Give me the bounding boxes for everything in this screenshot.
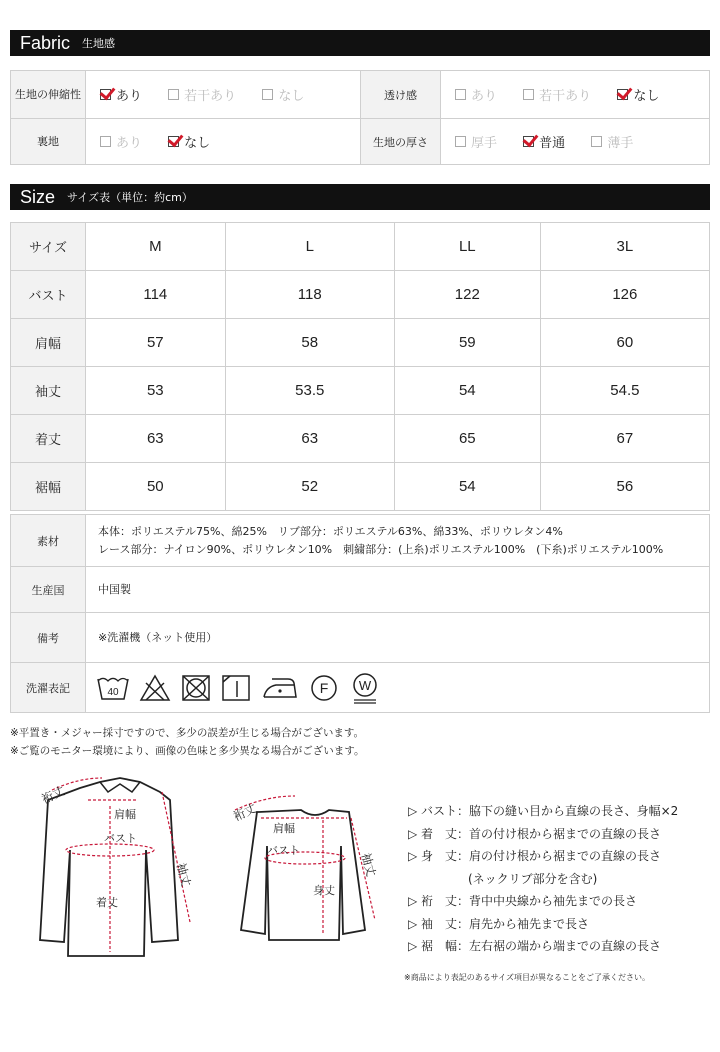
table-row: 肩幅 57 58 59 60 xyxy=(11,319,710,367)
sheer-label: 透け感 xyxy=(361,71,441,119)
stretch-options xyxy=(86,71,361,119)
legend-item: ▷ 裄 丈：背中中央線から袖先までの長さ xyxy=(408,894,638,908)
care-label: 洗濯表記 xyxy=(11,663,86,713)
thickness-options xyxy=(441,119,710,165)
info-table xyxy=(10,514,710,713)
jacket-diagram xyxy=(30,770,200,970)
line-dry-icon xyxy=(220,673,252,703)
checkbox-icon xyxy=(168,136,179,147)
legend-item: (ネックリブ部分を含む) xyxy=(408,871,598,886)
svg-text:F: F xyxy=(319,679,329,696)
svg-text:40: 40 xyxy=(107,686,119,698)
shirt-yuki-label: 裄丈 xyxy=(231,801,259,824)
wet-clean-w-icon xyxy=(348,671,382,705)
checkbox-icon xyxy=(523,136,534,147)
table-row: 袖丈 53 53.5 54 54.5 xyxy=(11,367,710,415)
size-title: Size xyxy=(20,186,56,207)
fabric-header xyxy=(10,30,710,56)
shirt-mitake-label: 身丈 xyxy=(313,884,335,897)
legend-item: ▷ バスト：脇下の縫い目から直線の長さ、身幅×2 xyxy=(408,804,679,818)
checkbox-icon xyxy=(591,136,602,147)
checkbox-icon xyxy=(100,136,111,147)
sheer-option-yes[interactable]: あり xyxy=(455,85,497,104)
checkbox-icon xyxy=(455,136,466,147)
material-label: 素材 xyxy=(11,515,86,567)
sheer-option-slight[interactable]: 若干あり xyxy=(523,85,591,104)
no-tumble-dry-icon xyxy=(180,673,212,703)
remarks-value: ※洗濯機（ネット使用） xyxy=(86,613,710,663)
lining-option-no[interactable]: なし xyxy=(168,132,210,151)
care-icons xyxy=(86,663,710,713)
footnote: ※商品により表記のあるサイズ項目が異なることをご了承ください。 xyxy=(404,973,651,982)
material-value: 本体：ポリエステル75%、綿25% リブ部分：ポリエステル63%、綿33%、ポリウレタン4% レース部分：ナイロン90%、ポリウレタン10% 刺繍部分：(上糸)ポリエステル100% (下糸)ポリエステル100% xyxy=(86,515,710,567)
svg-text:W: W xyxy=(358,677,372,693)
size-col-ll: LL xyxy=(394,223,540,271)
sheer-option-no[interactable]: なし xyxy=(617,85,659,104)
checkbox-icon xyxy=(100,89,111,100)
origin-value: 中国製 xyxy=(86,567,710,613)
jacket-kitake-label: 着丈 xyxy=(96,896,118,909)
checkbox-icon xyxy=(523,89,534,100)
shirt-sodetake-label: 袖丈 xyxy=(358,851,379,879)
size-table xyxy=(10,222,710,511)
sheer-options xyxy=(441,71,710,119)
legend-item: ▷ 袖 丈：肩先から袖先まで長さ xyxy=(408,916,590,931)
lining-option-yes[interactable]: あり xyxy=(100,132,142,151)
origin-label: 生産国 xyxy=(11,567,86,613)
measurement-legend xyxy=(408,800,678,958)
table-row: バスト 114 118 122 126 xyxy=(11,271,710,319)
thickness-option-thin[interactable]: 薄手 xyxy=(591,132,633,151)
checkbox-icon xyxy=(168,89,179,100)
jacket-yuki-label: 裄丈 xyxy=(39,783,67,807)
stretch-label: 生地の伸縮性 xyxy=(11,71,86,119)
size-col-label: サイズ xyxy=(11,223,86,271)
thickness-label: 生地の厚さ xyxy=(361,119,441,165)
legend-item: ▷ 裾 幅：左右裾の端から端までの直線の長さ xyxy=(408,939,662,953)
stretch-option-yes[interactable]: あり xyxy=(100,85,142,104)
table-row: 着丈 63 63 65 67 xyxy=(11,415,710,463)
notes: ※平置き・メジャー採寸ですので、多少の誤差が生じる場合がございます。 ※ご覧のモニター環境により、画像の色味と多少異なる場合がございます。 xyxy=(10,727,365,757)
shirt-bust-label: バスト xyxy=(267,844,300,857)
wash-40-icon xyxy=(96,673,130,703)
checkbox-icon xyxy=(455,89,466,100)
legend-item: ▷ 着 丈：首の付け根から裾までの直線の長さ xyxy=(408,826,662,841)
remarks-label: 備考 xyxy=(11,613,86,663)
size-header xyxy=(10,184,710,210)
jacket-sodetake-label: 袖丈 xyxy=(173,861,194,889)
checkbox-icon xyxy=(262,89,273,100)
thickness-option-thick[interactable]: 厚手 xyxy=(455,132,497,151)
size-subtitle: サイズ表（単位：約cm） xyxy=(67,191,193,204)
dry-clean-f-icon xyxy=(308,672,340,704)
fabric-title: Fabric xyxy=(20,32,71,53)
checkbox-icon xyxy=(617,89,628,100)
lining-options xyxy=(86,119,361,165)
no-bleach-icon xyxy=(138,673,172,703)
table-row: 裾幅 50 52 54 56 xyxy=(11,463,710,511)
fabric-subtitle: 生地感 xyxy=(82,37,116,50)
shirt-katahaba-label: 肩幅 xyxy=(273,822,295,835)
size-col-l: L xyxy=(225,223,394,271)
legend-item: ▷ 身 丈：肩の付け根から裾までの直線の長さ xyxy=(408,849,662,863)
jacket-katahaba-label: 肩幅 xyxy=(114,808,136,821)
size-col-3l: 3L xyxy=(540,223,709,271)
shirt-diagram xyxy=(225,790,395,960)
lining-label: 裏地 xyxy=(11,119,86,165)
fabric-table xyxy=(10,70,710,165)
iron-low-icon xyxy=(260,673,300,703)
size-header-row xyxy=(11,223,710,271)
stretch-option-slight[interactable]: 若干あり xyxy=(168,85,236,104)
thickness-option-normal[interactable]: 普通 xyxy=(523,132,565,151)
jacket-bust-label: バスト xyxy=(104,832,137,845)
stretch-option-no[interactable]: なし xyxy=(262,85,304,104)
size-col-m: M xyxy=(86,223,226,271)
